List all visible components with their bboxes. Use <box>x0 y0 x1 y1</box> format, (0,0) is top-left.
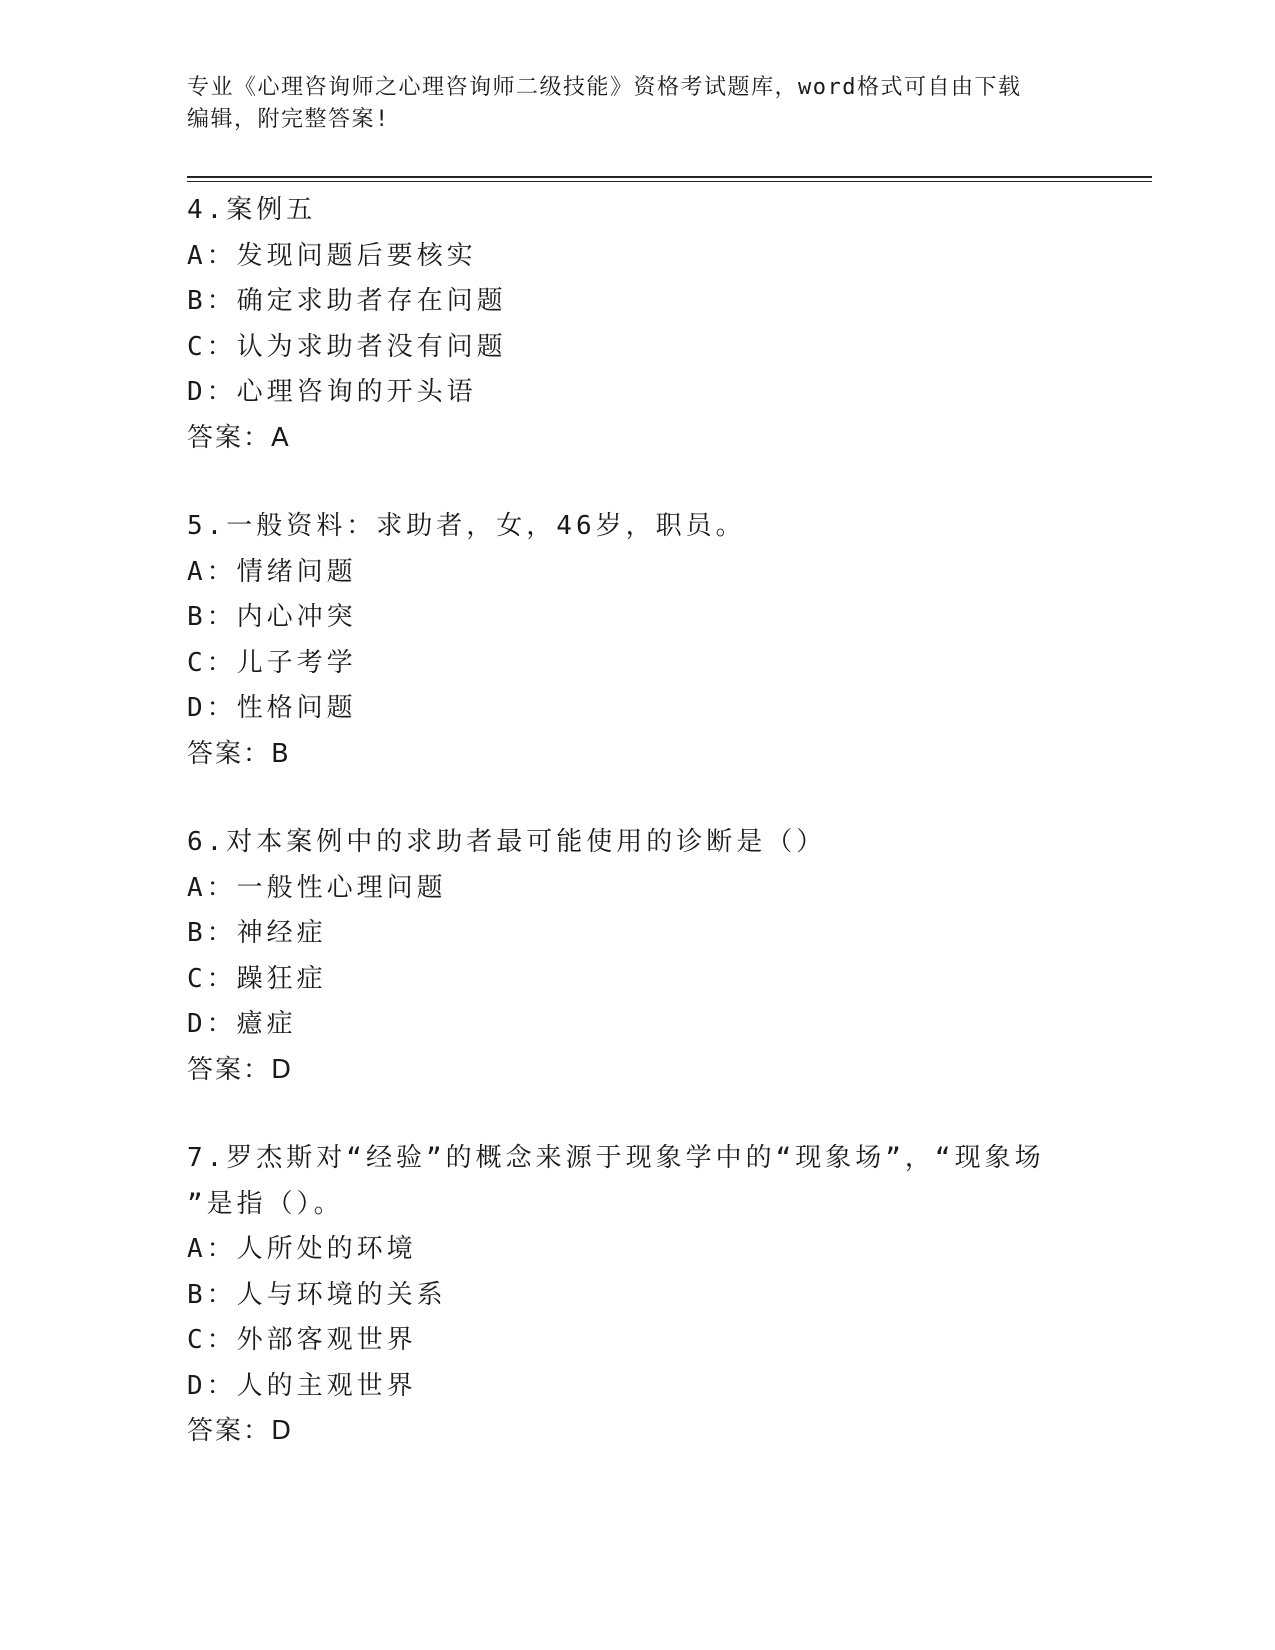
question-stem: 5.一般资料：求助者，女，46岁，职员。 <box>187 511 746 541</box>
option-b: B：人与环境的关系 <box>187 1279 447 1310</box>
option-b: B：确定求助者存在问题 <box>187 286 507 316</box>
answer-label: 答案：D <box>187 1416 294 1446</box>
option-d: D：人的主观世界 <box>187 1370 417 1401</box>
option-c: C：外部客观世界 <box>187 1325 417 1355</box>
option-c: C：认为求助者没有问题 <box>187 331 507 362</box>
question-stem: 4.案例五 <box>187 195 317 225</box>
option-b: B：神经症 <box>187 918 327 948</box>
question-list <box>187 188 1087 1498</box>
question-4 <box>187 188 1087 461</box>
answer-label: 答案：B <box>187 738 291 769</box>
question-stem-line-2: ”是指（）。 <box>187 1188 344 1219</box>
option-c: C：躁狂症 <box>187 963 327 994</box>
question-5 <box>187 504 1087 777</box>
question-7 <box>187 1136 1087 1455</box>
option-d: D：心理咨询的开头语 <box>187 377 477 407</box>
option-b: B：内心冲突 <box>187 602 357 632</box>
option-d: D：性格问题 <box>187 693 357 723</box>
option-d: D：癔症 <box>187 1009 297 1039</box>
option-a: A：情绪问题 <box>187 556 357 587</box>
answer-label: 答案：A <box>187 422 291 453</box>
header-divider-thick <box>187 176 1152 178</box>
header-line-1: 专业《心理咨询师之心理咨询师二级技能》资格考试题库，word格式可自由下载 <box>187 75 1022 100</box>
question-6 <box>187 820 1087 1093</box>
option-a: A：一般性心理问题 <box>187 872 447 903</box>
option-a: A：人所处的环境 <box>187 1234 417 1264</box>
answer-label: 答案：D <box>187 1054 294 1085</box>
header-divider-thin <box>187 181 1152 182</box>
option-a: A：发现问题后要核实 <box>187 240 477 271</box>
header-line-2: 编辑，附完整答案! <box>187 107 390 132</box>
question-stem-line-1: 7.罗杰斯对“经验”的概念来源于现象学中的“现象场”，“现象场 <box>187 1143 1045 1173</box>
question-stem: 6.对本案例中的求助者最可能使用的诊断是（） <box>187 827 827 857</box>
option-c: C：儿子考学 <box>187 647 357 678</box>
document-header <box>187 72 1067 136</box>
